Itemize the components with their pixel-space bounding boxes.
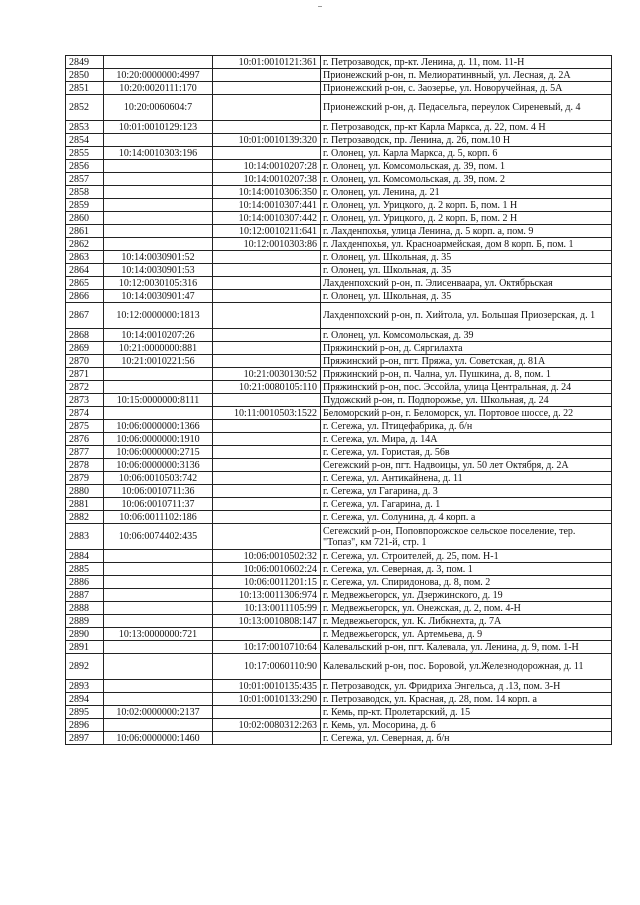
address-cell: г. Сегежа, ул. Антикайнена, д. 11 [321, 472, 612, 485]
row-number-cell: 2877 [66, 446, 104, 459]
cadastral-number-cell: 10:06:0010711:37 [104, 498, 213, 511]
premises-cadastral-cell [213, 303, 321, 329]
premises-cadastral-cell: 10:01:0010121:361 [213, 56, 321, 69]
cadastral-number-cell: 10:21:0000000:881 [104, 342, 213, 355]
row-number-cell: 2870 [66, 355, 104, 368]
premises-cadastral-cell: 10:06:0011201:15 [213, 576, 321, 589]
cadastral-number-cell [104, 160, 213, 173]
address-cell: г. Олонец, ул. Комсомольская, д. 39, пом. 2 [321, 173, 612, 186]
premises-cadastral-cell: 10:14:0010207:28 [213, 160, 321, 173]
cadastral-number-cell: 10:06:0000000:1460 [104, 732, 213, 745]
address-cell: Пряжинский р-он, д. Сяргилахта [321, 342, 612, 355]
row-number-cell: 2853 [66, 121, 104, 134]
address-cell: г. Петрозаводск, пр-кт Карла Маркса, д. 22, пом. 4 Н [321, 121, 612, 134]
address-cell: Лахденпохский р-он, п. Элисенваара, ул. Октябрьская [321, 277, 612, 290]
table-row [66, 446, 612, 459]
premises-cadastral-cell [213, 251, 321, 264]
table-row [66, 355, 612, 368]
row-number-cell: 2869 [66, 342, 104, 355]
table-row [66, 186, 612, 199]
table-row [66, 264, 612, 277]
address-cell: г. Олонец, ул. Ленина, д. 21 [321, 186, 612, 199]
row-number-cell: 2850 [66, 69, 104, 82]
address-cell: г. Олонец, ул. Комсомольская, д. 39, пом. 1 [321, 160, 612, 173]
premises-cadastral-cell: 10:12:0010303:86 [213, 238, 321, 251]
row-number-cell: 2883 [66, 524, 104, 550]
cadastral-number-cell: 10:06:0010711:36 [104, 485, 213, 498]
premises-cadastral-cell [213, 459, 321, 472]
cadastral-number-cell [104, 134, 213, 147]
premises-cadastral-cell: 10:06:0010502:32 [213, 550, 321, 563]
cadastral-number-cell: 10:06:0010503:742 [104, 472, 213, 485]
premises-cadastral-cell: 10:14:0010307:442 [213, 212, 321, 225]
table-row [66, 95, 612, 121]
cadastral-number-cell: 10:14:0030901:52 [104, 251, 213, 264]
row-number-cell: 2886 [66, 576, 104, 589]
row-number-cell: 2895 [66, 706, 104, 719]
row-number-cell: 2894 [66, 693, 104, 706]
address-cell: Прионежский р-он, с. Заозерье, ул. Новоручейная, д. 5А [321, 82, 612, 95]
row-number-cell: 2885 [66, 563, 104, 576]
cadastral-number-cell: 10:14:0010303:196 [104, 147, 213, 160]
row-number-cell: 2884 [66, 550, 104, 563]
address-cell: г. Кемь, ул. Мосорина, д. 6 [321, 719, 612, 732]
cadastral-number-cell: 10:06:0011102:186 [104, 511, 213, 524]
address-cell: г. Олонец, ул. Школьная, д. 35 [321, 251, 612, 264]
cadastral-number-cell: 10:06:0000000:2715 [104, 446, 213, 459]
row-number-cell: 2866 [66, 290, 104, 303]
address-cell: г. Сегежа, ул. Гагарина, д. 1 [321, 498, 612, 511]
premises-cadastral-cell: 10:11:0010503:1522 [213, 407, 321, 420]
row-number-cell: 2874 [66, 407, 104, 420]
address-cell: Калевальский р-он, пос. Боровой, ул.Железнодорожная, д. 11 [321, 654, 612, 680]
table-row [66, 251, 612, 264]
premises-cadastral-cell [213, 706, 321, 719]
premises-cadastral-cell [213, 342, 321, 355]
address-cell: г. Кемь, пр-кт. Пролетарский, д. 15 [321, 706, 612, 719]
premises-cadastral-cell [213, 732, 321, 745]
row-number-cell: 2863 [66, 251, 104, 264]
row-number-cell: 2851 [66, 82, 104, 95]
row-number-cell: 2854 [66, 134, 104, 147]
premises-cadastral-cell: 10:13:0010808:147 [213, 615, 321, 628]
row-number-cell: 2855 [66, 147, 104, 160]
row-number-cell: 2897 [66, 732, 104, 745]
table-row [66, 550, 612, 563]
property-table-body [66, 56, 612, 745]
premises-cadastral-cell [213, 433, 321, 446]
address-cell: Лахденпохский р-он, п. Хийтола, ул. Большая Приозерская, д. 1 [321, 303, 612, 329]
premises-cadastral-cell: 10:21:0030130:52 [213, 368, 321, 381]
cadastral-number-cell [104, 212, 213, 225]
address-cell: г. Олонец, ул. Урицкого, д. 2 корп. Б, пом. 1 Н [321, 199, 612, 212]
address-cell: Калевальский р-он, пгт. Калевала, ул. Ленина, д. 9, пом. 1-Н [321, 641, 612, 654]
premises-cadastral-cell [213, 446, 321, 459]
cadastral-number-cell: 10:14:0010207:26 [104, 329, 213, 342]
row-number-cell: 2882 [66, 511, 104, 524]
cadastral-number-cell [104, 199, 213, 212]
address-cell: г. Сегежа, ул. Птицефабрика, д. б/н [321, 420, 612, 433]
premises-cadastral-cell: 10:14:0010307:441 [213, 199, 321, 212]
table-row [66, 160, 612, 173]
premises-cadastral-cell: 10:13:0011105:99 [213, 602, 321, 615]
table-row [66, 719, 612, 732]
premises-cadastral-cell [213, 69, 321, 82]
cadastral-number-cell [104, 173, 213, 186]
row-number-cell: 2868 [66, 329, 104, 342]
premises-cadastral-cell [213, 511, 321, 524]
table-row [66, 134, 612, 147]
premises-cadastral-cell [213, 485, 321, 498]
cadastral-number-cell: 10:13:0000000:721 [104, 628, 213, 641]
address-cell: Сегежский р-он, Поповпорожское сельское поселение, тер. "Топаз", км 721-й, стр. 1 [321, 524, 612, 550]
cadastral-number-cell: 10:14:0030901:53 [104, 264, 213, 277]
table-row [66, 511, 612, 524]
row-number-cell: 2871 [66, 368, 104, 381]
page-mark [318, 6, 322, 7]
cadastral-number-cell [104, 381, 213, 394]
premises-cadastral-cell: 10:06:0010602:24 [213, 563, 321, 576]
premises-cadastral-cell [213, 628, 321, 641]
table-row [66, 433, 612, 446]
row-number-cell: 2852 [66, 95, 104, 121]
premises-cadastral-cell [213, 147, 321, 160]
address-cell: Прионежский р-он, д. Педасельга, переулок Сиреневый, д. 4 [321, 95, 612, 121]
address-cell: г. Медвежьегорск, ул. Артемьева, д. 9 [321, 628, 612, 641]
premises-cadastral-cell [213, 121, 321, 134]
premises-cadastral-cell [213, 498, 321, 511]
row-number-cell: 2878 [66, 459, 104, 472]
cadastral-number-cell [104, 693, 213, 706]
premises-cadastral-cell: 10:02:0080312:263 [213, 719, 321, 732]
row-number-cell: 2864 [66, 264, 104, 277]
table-row [66, 238, 612, 251]
property-table [65, 55, 612, 745]
table-row [66, 563, 612, 576]
cadastral-number-cell [104, 186, 213, 199]
cadastral-number-cell [104, 680, 213, 693]
address-cell: г. Олонец, ул. Карла Маркса, д. 5, корп. 6 [321, 147, 612, 160]
row-number-cell: 2890 [66, 628, 104, 641]
premises-cadastral-cell [213, 329, 321, 342]
table-row [66, 706, 612, 719]
address-cell: г. Олонец, ул. Школьная, д. 35 [321, 264, 612, 277]
row-number-cell: 2861 [66, 225, 104, 238]
cadastral-number-cell: 10:14:0030901:47 [104, 290, 213, 303]
address-cell: г. Сегежа, ул. Мира, д. 14А [321, 433, 612, 446]
cadastral-number-cell [104, 550, 213, 563]
cadastral-number-cell [104, 563, 213, 576]
premises-cadastral-cell [213, 95, 321, 121]
row-number-cell: 2858 [66, 186, 104, 199]
table-row [66, 173, 612, 186]
row-number-cell: 2856 [66, 160, 104, 173]
premises-cadastral-cell: 10:21:0080105:110 [213, 381, 321, 394]
table-row [66, 381, 612, 394]
table-row [66, 82, 612, 95]
premises-cadastral-cell: 10:17:0060110:90 [213, 654, 321, 680]
address-cell: г. Петрозаводск, ул. Фридриха Энгельса, д .13, пом. 3-Н [321, 680, 612, 693]
cadastral-number-cell: 10:06:0000000:1366 [104, 420, 213, 433]
address-cell: г. Олонец, ул. Комсомольская, д. 39 [321, 329, 612, 342]
cadastral-number-cell: 10:06:0000000:1910 [104, 433, 213, 446]
premises-cadastral-cell [213, 524, 321, 550]
address-cell: г. Петрозаводск, пр. Ленина, д. 26, пом.10 Н [321, 134, 612, 147]
table-row [66, 732, 612, 745]
address-cell: Пряжинский р-он, пос. Эссойла, улица Центральная, д. 24 [321, 381, 612, 394]
row-number-cell: 2889 [66, 615, 104, 628]
address-cell: г. Сегежа, ул Гагарина, д. 3 [321, 485, 612, 498]
cadastral-number-cell: 10:06:0000000:3136 [104, 459, 213, 472]
row-number-cell: 2888 [66, 602, 104, 615]
table-row [66, 615, 612, 628]
table-row [66, 628, 612, 641]
premises-cadastral-cell [213, 290, 321, 303]
table-row [66, 459, 612, 472]
premises-cadastral-cell [213, 355, 321, 368]
address-cell: Пряжинский р-он, пгт. Пряжа, ул. Советская, д. 81А [321, 355, 612, 368]
address-cell: г. Лахденпохья, ул. Красноармейская, дом 8 корп. Б, пом. 1 [321, 238, 612, 251]
premises-cadastral-cell: 10:14:0010306:350 [213, 186, 321, 199]
row-number-cell: 2872 [66, 381, 104, 394]
address-cell: Пряжинский р-он, п. Чална, ул. Пушкина, д. 8, пом. 1 [321, 368, 612, 381]
premises-cadastral-cell [213, 82, 321, 95]
table-row [66, 693, 612, 706]
row-number-cell: 2865 [66, 277, 104, 290]
address-cell: Пудожский р-он, п. Подпорожье, ул. Школьная, д. 24 [321, 394, 612, 407]
table-row [66, 394, 612, 407]
premises-cadastral-cell [213, 264, 321, 277]
cadastral-number-cell: 10:20:0060604:7 [104, 95, 213, 121]
address-cell: Сегежский р-он, пгт. Надвоицы, ул. 50 лет Октября, д. 2А [321, 459, 612, 472]
table-row [66, 225, 612, 238]
address-cell: г. Петрозаводск, пр-кт. Ленина, д. 11, пом. 11-Н [321, 56, 612, 69]
table-row [66, 56, 612, 69]
premises-cadastral-cell: 10:17:0010710:64 [213, 641, 321, 654]
cadastral-number-cell: 10:15:0000000:8111 [104, 394, 213, 407]
table-row [66, 147, 612, 160]
address-cell: Прионежский р-он, п. Мелиоратинвный, ул. Лесная, д. 2А [321, 69, 612, 82]
address-cell: г. Сегежа, ул. Спиридонова, д. 8, пом. 2 [321, 576, 612, 589]
cadastral-number-cell [104, 238, 213, 251]
address-cell: г. Медвежьегорск, ул. К. Либкнехта, д. 7А [321, 615, 612, 628]
premises-cadastral-cell: 10:12:0010211:641 [213, 225, 321, 238]
table-row [66, 589, 612, 602]
premises-cadastral-cell [213, 277, 321, 290]
premises-cadastral-cell: 10:01:0010139:320 [213, 134, 321, 147]
row-number-cell: 2880 [66, 485, 104, 498]
table-row [66, 368, 612, 381]
premises-cadastral-cell [213, 394, 321, 407]
table-row [66, 641, 612, 654]
table-row [66, 524, 612, 550]
address-cell: г. Сегежа, ул. Строителей, д. 25, пом. Н-1 [321, 550, 612, 563]
row-number-cell: 2857 [66, 173, 104, 186]
row-number-cell: 2892 [66, 654, 104, 680]
cadastral-number-cell [104, 641, 213, 654]
cadastral-number-cell: 10:21:0010221:56 [104, 355, 213, 368]
address-cell: г. Сегежа, ул. Северная, д. 3, пом. 1 [321, 563, 612, 576]
address-cell: г. Лахденпохья, улица Ленина, д. 5 корп. а, пом. 9 [321, 225, 612, 238]
cadastral-number-cell [104, 654, 213, 680]
address-cell: г. Медвежьегорск, ул. Онежская, д. 2, пом. 4-Н [321, 602, 612, 615]
premises-cadastral-cell [213, 472, 321, 485]
table-row [66, 121, 612, 134]
table-row [66, 602, 612, 615]
table-row [66, 277, 612, 290]
premises-cadastral-cell: 10:14:0010207:38 [213, 173, 321, 186]
cadastral-number-cell [104, 407, 213, 420]
row-number-cell: 2849 [66, 56, 104, 69]
cadastral-number-cell: 10:12:0000000:1813 [104, 303, 213, 329]
row-number-cell: 2896 [66, 719, 104, 732]
premises-cadastral-cell: 10:13:0011306:974 [213, 589, 321, 602]
row-number-cell: 2867 [66, 303, 104, 329]
cadastral-number-cell: 10:02:0000000:2137 [104, 706, 213, 719]
row-number-cell: 2859 [66, 199, 104, 212]
cadastral-number-cell [104, 719, 213, 732]
row-number-cell: 2876 [66, 433, 104, 446]
row-number-cell: 2873 [66, 394, 104, 407]
table-row [66, 342, 612, 355]
address-cell: г. Олонец, ул. Школьная, д. 35 [321, 290, 612, 303]
cadastral-number-cell [104, 589, 213, 602]
address-cell: Беломорский р-он, г. Беломорск, ул. Портовое шоссе, д. 22 [321, 407, 612, 420]
cadastral-number-cell: 10:20:0000000:4997 [104, 69, 213, 82]
row-number-cell: 2875 [66, 420, 104, 433]
cadastral-number-cell [104, 576, 213, 589]
cadastral-number-cell: 10:12:0030105:316 [104, 277, 213, 290]
cadastral-number-cell: 10:01:0010129:123 [104, 121, 213, 134]
row-number-cell: 2862 [66, 238, 104, 251]
premises-cadastral-cell: 10:01:0010135:435 [213, 680, 321, 693]
table-row [66, 303, 612, 329]
table-row [66, 498, 612, 511]
cadastral-number-cell: 10:06:0074402:435 [104, 524, 213, 550]
cadastral-number-cell [104, 615, 213, 628]
cadastral-number-cell [104, 225, 213, 238]
cadastral-number-cell: 10:20:0020111:170 [104, 82, 213, 95]
row-number-cell: 2887 [66, 589, 104, 602]
row-number-cell: 2860 [66, 212, 104, 225]
premises-cadastral-cell [213, 420, 321, 433]
row-number-cell: 2891 [66, 641, 104, 654]
address-cell: г. Сегежа, ул. Северная, д. б/н [321, 732, 612, 745]
address-cell: г. Петрозаводск, ул. Красная, д. 28, пом. 14 корп. а [321, 693, 612, 706]
cadastral-number-cell [104, 368, 213, 381]
table-row [66, 407, 612, 420]
row-number-cell: 2881 [66, 498, 104, 511]
address-cell: г. Сегежа, ул. Гористая, д. 56в [321, 446, 612, 459]
address-cell: г. Медвежьегорск, ул. Дзержинского, д. 19 [321, 589, 612, 602]
cadastral-number-cell [104, 56, 213, 69]
table-row [66, 472, 612, 485]
address-cell: г. Сегежа, ул. Солунина, д. 4 корп. а [321, 511, 612, 524]
table-row [66, 199, 612, 212]
table-row [66, 212, 612, 225]
table-row [66, 420, 612, 433]
row-number-cell: 2879 [66, 472, 104, 485]
table-row [66, 654, 612, 680]
table-row [66, 290, 612, 303]
table-row [66, 485, 612, 498]
row-number-cell: 2893 [66, 680, 104, 693]
table-row [66, 329, 612, 342]
table-row [66, 680, 612, 693]
cadastral-number-cell [104, 602, 213, 615]
premises-cadastral-cell: 10:01:0010133:290 [213, 693, 321, 706]
address-cell: г. Олонец, ул. Урицкого, д. 2 корп. Б, пом. 2 Н [321, 212, 612, 225]
table-row [66, 69, 612, 82]
table-row [66, 576, 612, 589]
